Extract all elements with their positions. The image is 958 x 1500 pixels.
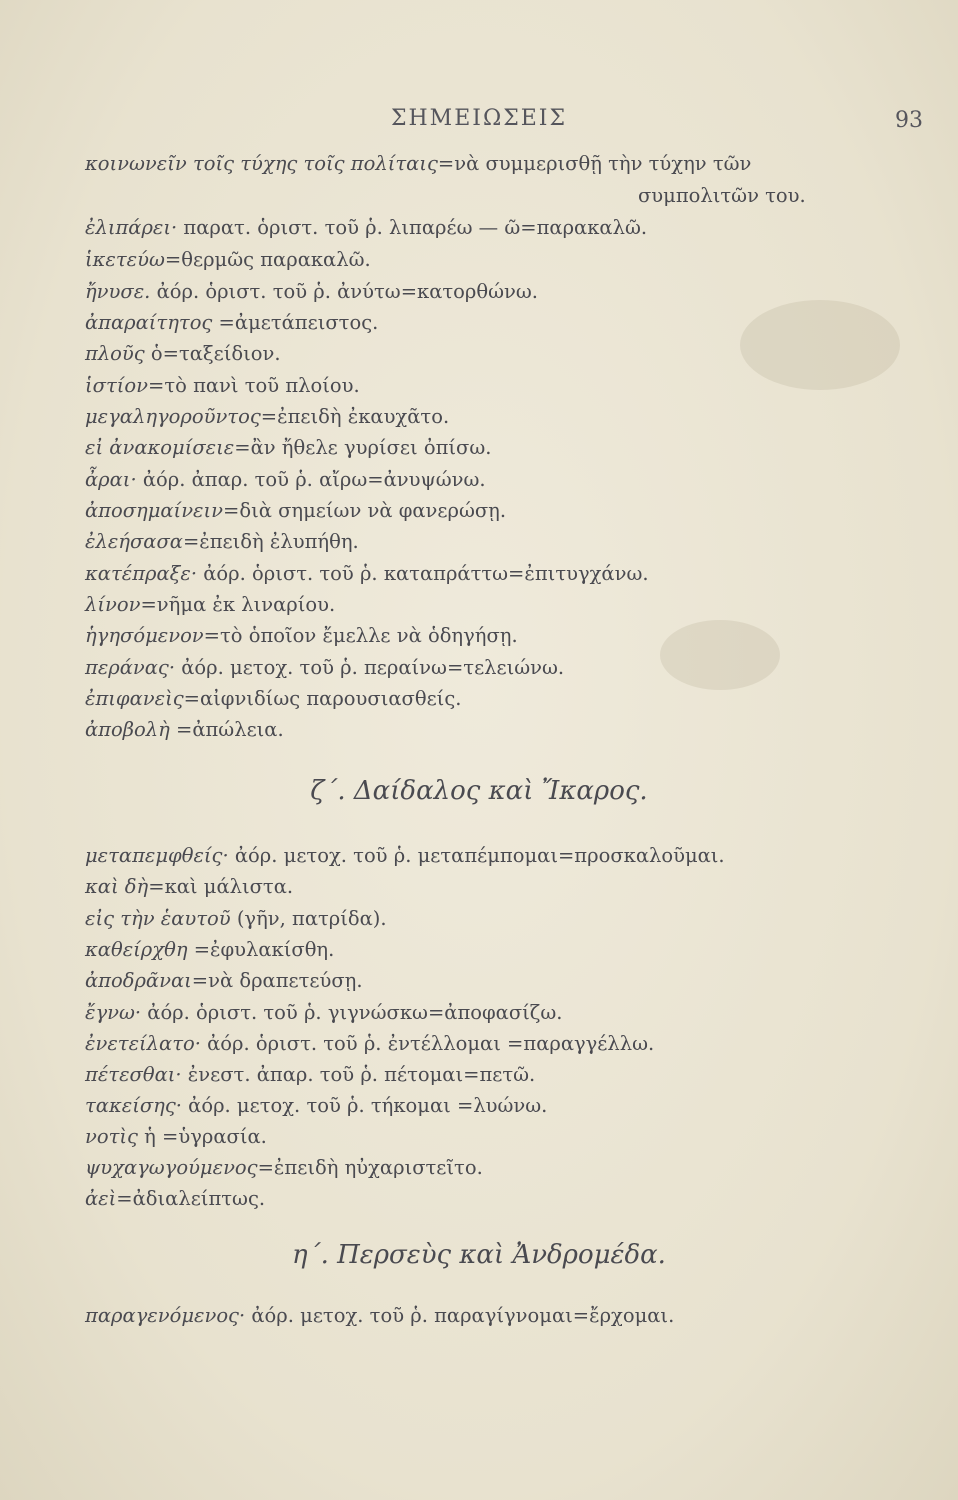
gloss-term: μεταπεμφθείς·	[85, 844, 229, 867]
running-header: ΣΗΜΕΙΩΣΕΙΣ	[390, 106, 568, 131]
gloss-entry	[85, 873, 825, 901]
gloss-entry	[85, 340, 825, 368]
gloss-definition: =ἂν ἤθελε γυρίσει ὀπίσω.	[234, 436, 492, 459]
gloss-definition: ἀόρ. μετοχ. τοῦ ῥ. τήκομαι =λυώνω.	[181, 1094, 548, 1117]
gloss-definition: ἀόρ. μετοχ. τοῦ ῥ. μεταπέμπομαι=προσκαλοῦμαι.	[228, 844, 725, 867]
gloss-definition: =αἰφνιδίως παρουσιασθείς.	[183, 687, 462, 710]
gloss-definition: παρατ. ὁριστ. τοῦ ῥ. λιπαρέω — ῶ=παρακαλῶ.	[177, 216, 648, 239]
gloss-entry	[85, 528, 825, 556]
gloss-definition: =θερμῶς παρακαλῶ.	[164, 248, 371, 271]
gloss-entry	[85, 466, 825, 494]
gloss-entry	[85, 434, 825, 462]
gloss-term: ἡγησόμενον	[85, 624, 204, 647]
gloss-term: εἰ ἀνακομίσειε	[85, 436, 235, 459]
gloss-term: μεγαληγοροῦντος	[85, 405, 261, 428]
gloss-definition: ἀόρ. ὁριστ. τοῦ ῥ. γιγνώσκω=ἀποφασίζω.	[141, 1001, 563, 1024]
gloss-term: κατέπραξε·	[85, 562, 198, 585]
gloss-entry	[85, 246, 825, 274]
gloss-entry	[85, 150, 825, 178]
gloss-definition: =τὸ πανὶ τοῦ πλοίου.	[148, 374, 360, 397]
gloss-entry	[85, 716, 825, 744]
gloss-entry	[85, 1061, 825, 1089]
gloss-entry	[85, 497, 825, 525]
gloss-term: πέτεσθαι·	[85, 1063, 182, 1086]
gloss-term: ἀποβολὴ	[85, 718, 170, 741]
gloss-entry	[85, 591, 825, 619]
gloss-definition: ἀόρ. μετοχ. τοῦ ῥ. περαίνω=τελειώνω.	[175, 656, 565, 679]
gloss-definition: =ἀδιαλείπτως.	[116, 1187, 266, 1210]
gloss-entry	[85, 905, 825, 933]
gloss-term: ἤνυσε.	[85, 280, 151, 303]
gloss-definition: =νὰ συμμερισθῇ τὴν τύχην τῶν	[437, 152, 752, 175]
section-heading-perseus: η΄. Περσεὺς καὶ Ἀνδρομέδα.	[292, 1240, 666, 1270]
gloss-entry	[85, 842, 825, 870]
gloss-entry	[85, 1092, 825, 1120]
gloss-entry	[85, 309, 825, 337]
gloss-entry	[85, 403, 825, 431]
gloss-term: ἀπαραίτητος	[85, 311, 213, 334]
gloss-entry	[85, 214, 825, 242]
gloss-definition: =ἀπώλεια.	[169, 718, 284, 741]
gloss-term: ἔγνω·	[85, 1001, 142, 1024]
gloss-term: καὶ δὴ	[85, 875, 149, 898]
gloss-definition: =ἀμετάπειστος.	[212, 311, 379, 334]
gloss-entry	[85, 685, 825, 713]
gloss-entry	[85, 560, 825, 588]
gloss-entry	[85, 1154, 825, 1182]
gloss-term: παραγενόμενος·	[85, 1304, 246, 1327]
gloss-term: ἱστίον	[85, 374, 148, 397]
gloss-entry	[85, 967, 825, 995]
gloss-definition: =ἐπειδὴ ἐκαυχᾶτο.	[260, 405, 450, 428]
gloss-term: ἱκετεύω	[85, 248, 165, 271]
gloss-term: λίνον	[85, 593, 141, 616]
gloss-term: καθείρχθη	[85, 938, 188, 961]
gloss-definition: =ἐπειδὴ ἐλυπήθη.	[182, 530, 359, 553]
gloss-term: νοτὶς	[85, 1125, 138, 1148]
gloss-term: ἆραι·	[85, 468, 137, 491]
gloss-continuation: συμπολιτῶν του.	[638, 184, 806, 207]
gloss-term: ἐπιφανεὶς	[85, 687, 184, 710]
gloss-definition: ἀόρ. ὁριστ. τοῦ ῥ. καταπράττω=ἐπιτυγχάνω.	[197, 562, 649, 585]
gloss-term: ἀποδρᾶναι	[85, 969, 192, 992]
gloss-definition: =ἐφυλακίσθη.	[187, 938, 335, 961]
gloss-definition: ἡ =ὑγρασία.	[137, 1125, 267, 1148]
gloss-entry	[85, 622, 825, 650]
gloss-definition: (γῆν, πατρίδα).	[230, 907, 387, 930]
gloss-term: ἀποσημαίνειν	[85, 499, 224, 522]
gloss-definition: =ἐπειδὴ ηὐχαριστεῖτο.	[257, 1156, 483, 1179]
gloss-term: κοινωνεῖν τοῖς τύχης τοῖς πολίταις	[85, 152, 438, 175]
gloss-definition: ἀόρ. ἀπαρ. τοῦ ῥ. αἴρω=ἀνυψώνω.	[136, 468, 486, 491]
gloss-term: πλοῦς	[85, 342, 145, 365]
gloss-definition: =διὰ σημείων νὰ φανερώσῃ.	[223, 499, 507, 522]
gloss-term: εἰς τὴν ἑαυτοῦ	[85, 907, 231, 930]
gloss-term: ψυχαγωγούμενος	[85, 1156, 258, 1179]
gloss-definition: ἐνεστ. ἀπαρ. τοῦ ῥ. πέτομαι=πετῶ.	[181, 1063, 536, 1086]
gloss-definition: ἀόρ. μετοχ. τοῦ ῥ. παραγίγνομαι=ἔρχομαι.	[245, 1304, 675, 1327]
gloss-entry	[85, 999, 825, 1027]
gloss-term: ἐνετείλατο·	[85, 1032, 201, 1055]
gloss-definition: =καὶ μάλιστα.	[148, 875, 294, 898]
gloss-entry	[85, 1030, 825, 1058]
gloss-entry	[85, 1123, 825, 1151]
gloss-entry	[85, 654, 825, 682]
gloss-term: ἐλεήσασα	[85, 530, 183, 553]
gloss-definition: =τὸ ὁποῖον ἔμελλε νὰ ὁδηγήσῃ.	[203, 624, 518, 647]
gloss-term: τακείσης·	[85, 1094, 182, 1117]
gloss-definition: ὁ=ταξείδιον.	[144, 342, 281, 365]
gloss-entry	[85, 372, 825, 400]
gloss-entry	[85, 1302, 825, 1330]
gloss-term: ἐλιπάρει·	[85, 216, 178, 239]
gloss-entry	[85, 278, 825, 306]
page-number: 93	[895, 108, 923, 133]
gloss-definition: =νῆμα ἐκ λιναρίου.	[140, 593, 336, 616]
gloss-definition: =νὰ δραπετεύσῃ.	[191, 969, 363, 992]
gloss-entry	[85, 1185, 825, 1213]
gloss-term: περάνας·	[85, 656, 176, 679]
gloss-definition: ἀόρ. ὁριστ. τοῦ ῥ. ἐντέλλομαι =παραγγέλλω.	[200, 1032, 655, 1055]
gloss-term: ἀεὶ	[85, 1187, 117, 1210]
gloss-definition: ἀόρ. ὁριστ. τοῦ ῥ. ἀνύτω=κατορθώνω.	[150, 280, 538, 303]
gloss-entry	[85, 936, 825, 964]
section-heading-daedalus: ζ΄. Δαίδαλος καὶ Ἴκαρος.	[310, 776, 648, 806]
